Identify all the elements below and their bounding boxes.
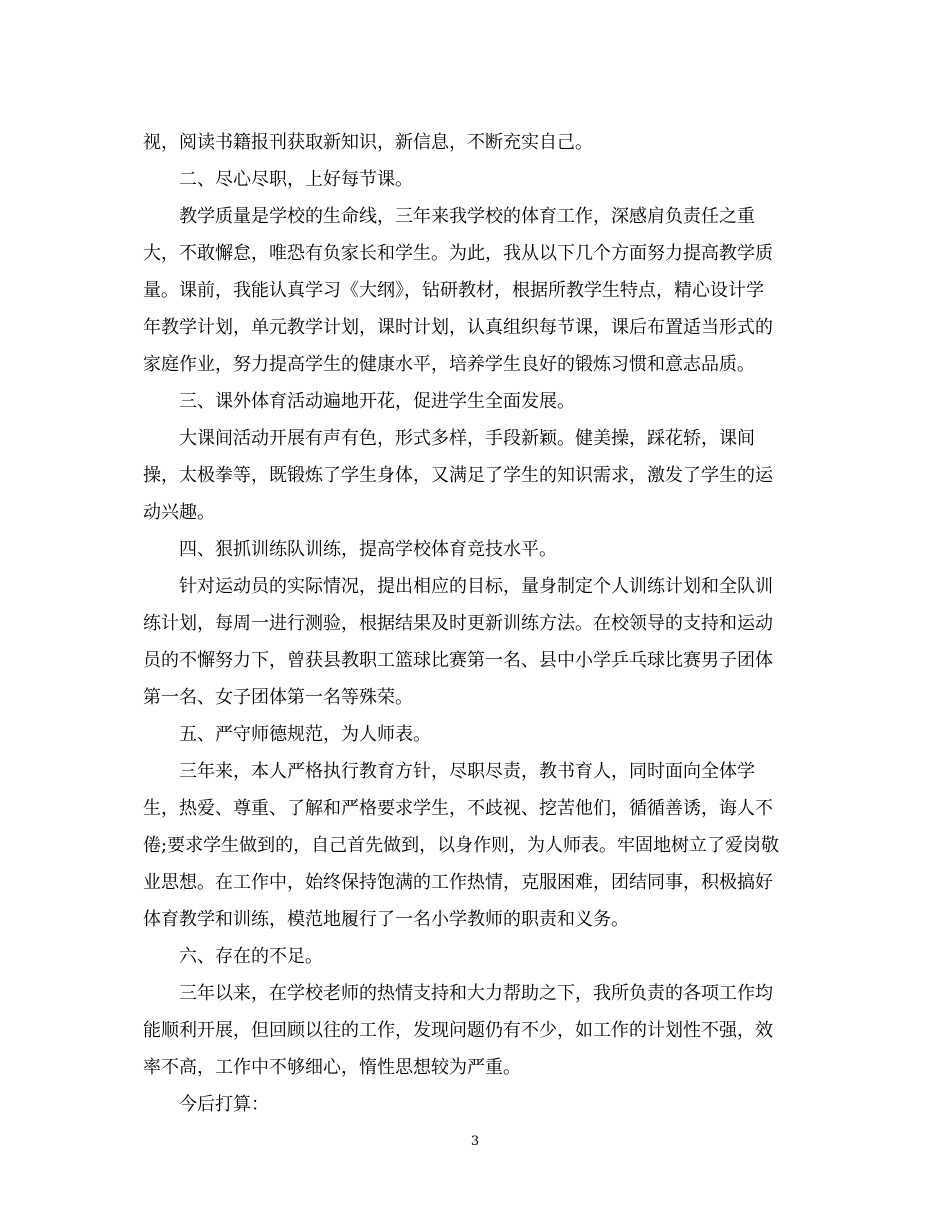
paragraph-first-line: 三年以来，在学校老师的热情支持和大力帮助之下，我所负责的各项工作均 bbox=[179, 983, 773, 1004]
body-line: 量。课前，我能认真学习《大纲》，钻研教材，根据所教学生特点，精心设计学 bbox=[143, 280, 764, 301]
body-line: 倦;要求学生做到的，自己首先做到，以身作则，为人师表。牢固地树立了爱岗敬 bbox=[143, 835, 780, 856]
paragraph-first-line: 针对运动员的实际情况，提出相应的目标，量身制定个人训练计划和全队训 bbox=[179, 576, 773, 597]
body-line: 业思想。在工作中，始终保持饱满的工作热情，克服困难，团结同事，积极搞好 bbox=[143, 872, 773, 893]
body-line: 第一名、女子团体第一名等殊荣。 bbox=[143, 687, 413, 708]
body-line: 家庭作业，努力提高学生的健康水平，培养学生良好的锻炼习惯和意志品质。 bbox=[143, 354, 755, 375]
paragraph-first-line: 大课间活动开展有声有色，形式多样，手段新颖。健美操，踩花轿，课间 bbox=[179, 428, 755, 449]
body-line: 练计划，每周一进行测验，根据结果及时更新训练方法。在校领导的支持和运动 bbox=[143, 613, 773, 634]
section-heading: 三、课外体育活动遍地开花，促进学生全面发展。 bbox=[179, 391, 575, 412]
body-line: 动兴趣。 bbox=[143, 502, 215, 523]
body-line: 员的不懈努力下，曾获县教职工篮球比赛第一名、县中小学乒乓球比赛男子团体 bbox=[143, 650, 773, 671]
body-line: 操，太极拳等，既锻炼了学生身体，又满足了学生的知识需求，激发了学生的运 bbox=[143, 465, 773, 486]
section-heading: 六、存在的不足。 bbox=[179, 946, 323, 967]
body-line: 能顺利开展，但回顾以往的工作，发现问题仍有不少，如工作的计划性不强，效 bbox=[143, 1020, 773, 1041]
section-heading: 今后打算： bbox=[179, 1094, 269, 1115]
body-line: 年教学计划，单元教学计划，课时计划，认真组织每节课，课后布置适当形式的 bbox=[143, 317, 773, 338]
body-line: 视，阅读书籍报刊获取新知识，新信息，不断充实自己。 bbox=[143, 132, 593, 153]
section-heading: 二、尽心尽职，上好每节课。 bbox=[179, 169, 413, 190]
body-line: 大，不敢懈怠，唯恐有负家长和学生。为此，我从以下几个方面努力提高教学质 bbox=[143, 243, 773, 264]
paragraph-first-line: 三年来，本人严格执行教育方针，尽职尽责，教书育人，同时面向全体学 bbox=[179, 761, 755, 782]
section-heading: 四、狠抓训练队训练，提高学校体育竞技水平。 bbox=[179, 539, 557, 560]
paragraph-first-line: 教学质量是学校的生命线，三年来我学校的体育工作，深感肩负责任之重 bbox=[179, 206, 755, 227]
section-heading: 五、严守师德规范，为人师表。 bbox=[179, 724, 431, 745]
page-number: 3 bbox=[470, 1134, 480, 1149]
body-line: 率不高，工作中不够细心，惰性思想较为严重。 bbox=[143, 1057, 521, 1078]
body-line: 生，热爱、尊重、了解和严格要求学生，不歧视、挖苦他们，循循善诱，诲人不 bbox=[143, 798, 773, 819]
body-line: 体育教学和训练，模范地履行了一名小学教师的职责和义务。 bbox=[143, 909, 629, 930]
